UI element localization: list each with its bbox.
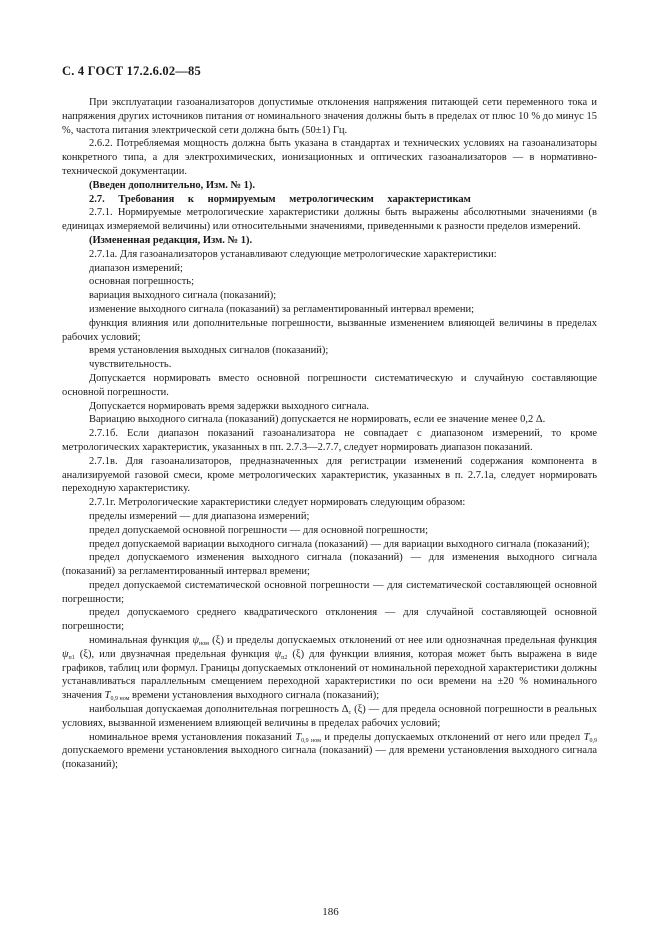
- paragraph: чувствительность.: [89, 359, 172, 371]
- paragraph: пределы измерений — для диапазона измерений;: [89, 510, 310, 522]
- paragraph: предел допускаемого изменения выходного сигнала (показаний) — для изменения выходного сигнала (показаний) за регламентированный интервал времени;: [62, 552, 597, 578]
- paragraph: При эксплуатации газоанализаторов допустимые отклонения напряжения питающей сети переменного тока и напряжения других источников питания от номинального значения должны быть в пределах от плюс 10 % до минус 15 %, частота питания электрической сети должна быть (50±1) Гц.: [62, 97, 597, 136]
- paragraph: Вариацию выходного сигнала (показаний) допускается не нормировать, если ее значение менее 0,2 Δ.: [89, 414, 546, 426]
- paragraph: предел допускаемой систематической основной погрешности — для систематической составляющей основной погрешности;: [62, 579, 597, 605]
- paragraph: основная погрешность;: [89, 276, 194, 288]
- paragraph: Допускается нормировать время задержки выходного сигнала.: [89, 400, 370, 412]
- paragraph: функция влияния или дополнительные погрешности, вызванные изменением влияющей величины в пределах рабочих условий;: [62, 317, 597, 343]
- paragraph: 2.7.1. Нормируемые метрологические характеристики должны быть выражены абсолютными значениями (в единицах измеряемой величины) или относительными значениями, приведенными к разности пределов измерений.: [62, 207, 597, 233]
- paragraph: предел допускаемой основной погрешности — для основной погрешности;: [89, 524, 429, 536]
- paragraph: диапазон измерений;: [89, 262, 183, 274]
- page-number: 186: [322, 906, 339, 918]
- paragraph: 2.7.1б. Если диапазон показаний газоанализатора не совпадает с диапазоном измерений, то кроме метрологических характеристик, указанных в пп. 2.7.3—2.7.7, следует нормировать диапазон показаний.: [62, 428, 597, 453]
- document-body: [62, 96, 597, 772]
- paragraph: 2.7. Требования к нормируемым метрологическим характеристикам: [89, 193, 471, 205]
- paragraph: (Измененная редакция, Изм. № 1).: [89, 234, 253, 246]
- paragraph: 2.6.2. Потребляемая мощность должна быть указана в стандартах и технических условиях на газоанализаторы конкретного типа, а для электрохимических, ионизационных и оптических газоанализаторов — в нормативно-технической документации.: [62, 138, 597, 177]
- paragraph-list: [62, 96, 597, 634]
- paragraph: 2.7.1а. Для газоанализаторов устанавливают следующие метрологические характеристики:: [89, 248, 497, 260]
- paragraph: 2.7.1в. Для газоанализаторов, предназначенных для регистрации изменений содержания компонента в анализируемой газовой смеси, кроме метрологических характеристик, указанных в п. 2.7.1а, следует нормировать переходную характеристику.: [62, 455, 597, 495]
- paragraph: изменение выходного сигнала (показаний) за регламентированный интервал времени;: [89, 303, 475, 315]
- paragraph-psi-function: номинальная функция $\psi_{ном}$ (ξ) и пределы допускаемых отклонений от нее или однозначная предельная функция $\psi_{п1}$ (ξ), или двузначная предельная функция $\psi_{п2}$ (ξ) для функции влияния, которая может быть выражена в виде графиков, таблиц или формул. Границы допускаемых отклонений от номинальной переходной характеристики должны устанавливаться параллельным смещением переходной характеристики по оси времени на ±20 % номинального значения $T_{0,9 ном}$ времени установления выходного сигнала (показаний);: [62, 635, 597, 703]
- paragraph: 2.7.1г. Метрологические характеристики следует нормировать следующим образом:: [89, 497, 466, 509]
- paragraph: вариация выходного сигнала (показаний);: [89, 290, 277, 302]
- paragraph: предел допускаемой вариации выходного сигнала (показаний) — для вариации выходного сигнала (показаний);: [89, 538, 590, 550]
- paragraph: (Введен дополнительно, Изм. № 1).: [89, 179, 256, 191]
- paragraph-settling-time: номинальное время установления показаний $T_{0,9 ном}$ и пределы допускаемых отклонений от него или предел $T_{0,9}$ допускаемого времени установления выходного сигнала (показаний) — для времени установления выходного сигнала (показаний);: [62, 731, 597, 771]
- paragraph: время установления выходных сигналов (показаний);: [89, 345, 329, 357]
- paragraph: Допускается нормировать вместо основной погрешности систематическую и случайную составляющие основной погрешности.: [62, 372, 597, 398]
- paragraph: предел допускаемого среднего квадратического отклонения — для случайной составляющей основной погрешности;: [62, 607, 597, 633]
- paragraph-additional-error: наибольшая допускаемая дополнительная погрешность $\Delta_c$ (ξ) — для предела основной погрешности в реальных условиях, вызванной изменением влияющей величины в пределах рабочих условий;: [62, 704, 597, 729]
- page-header: С. 4 ГОСТ 17.2.6.02—85: [62, 64, 201, 78]
